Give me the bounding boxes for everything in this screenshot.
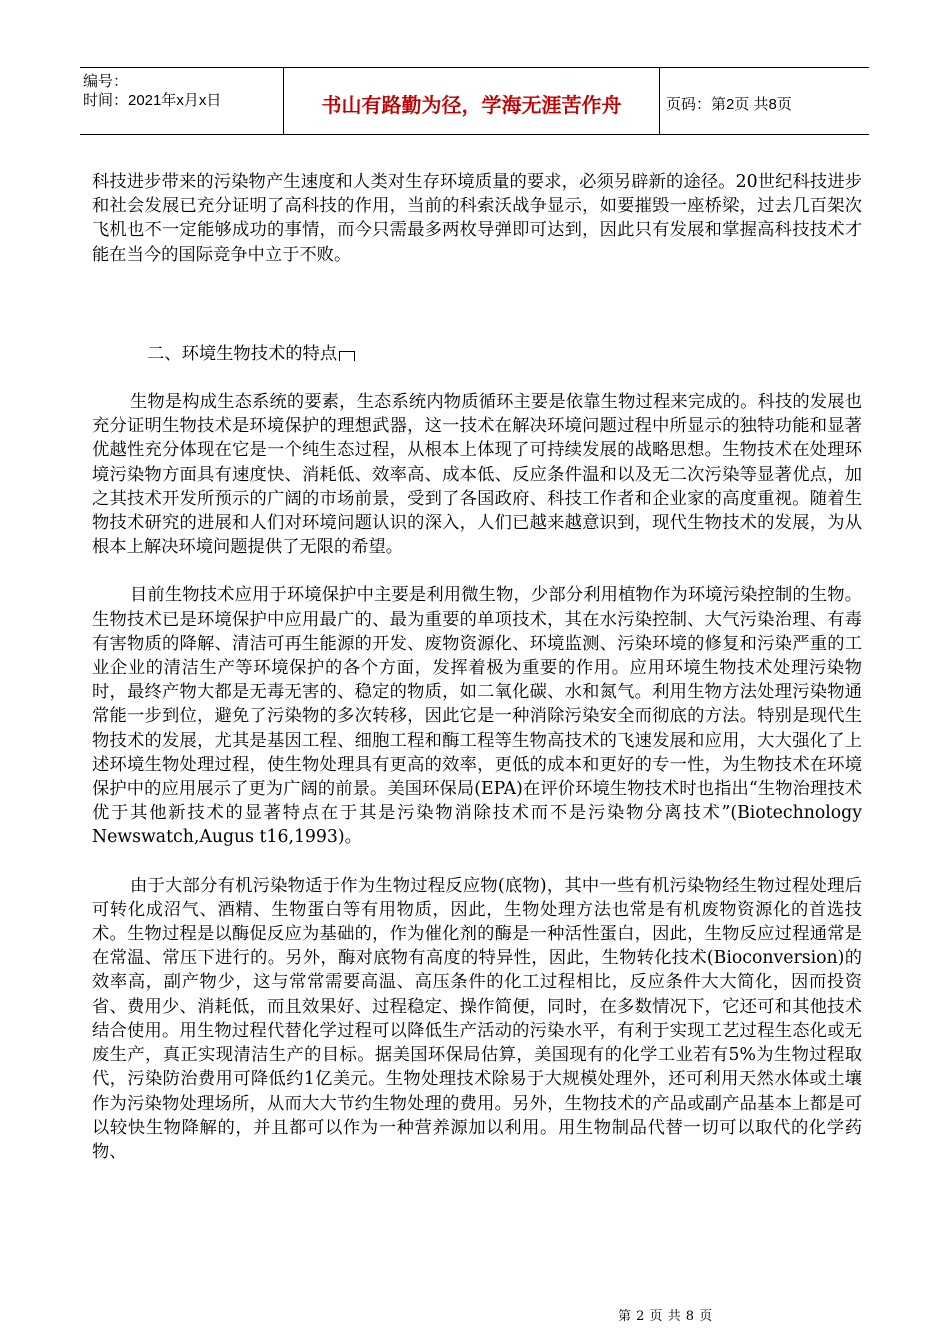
paragraph-2: 生物是构成生态系统的要素，生态系统内物质循环主要是依靠生物过程来完成的。科技的发展也充分证明生物技术是环境保护的理想武器，这一技术在解决环境问题过程中所显示的独特功能和显著优越性充分体现在它是一个纯生态过程，从根本上体现了可持续发展的战略思想。生物技术在处理环境污染物方面具有速度快、消耗低、效率高、成本低、反应条件温和以及无二次污染等显著优点，加之其技术开发所预示的广阔的市场前景，受到了各国政府、科技工作者和企业家的高度重视。随着生物技术研究的进展和人们对环境问题认识的深入，人们已越来越意识到，现代生物技术的发展，为从根本上解决环境问题提供了无限的希望。 [92, 392, 862, 558]
header-motto: 书山有路勤为径，学海无涯苦作舟 [321, 92, 622, 117]
header-page-cell [660, 68, 869, 134]
page-header [80, 67, 869, 135]
section-heading [92, 342, 862, 366]
document-date-label: 时间：2021年x月x日 [83, 92, 222, 109]
paragraph-4: 由于大部分有机污染物适于作为生物过程反应物(底物)，其中一些有机污染物经生物过程处理后可转化成沼气、酒精、生物蛋白等有用物质，因此，生物处理方法也常是有机废物资源化的首选技术。生物过程是以酶促反应为基础的，作为催化剂的酶是一种活性蛋白，因此，生物反应过程通常是在常温、常压下进行的。另外，酶对底物有高度的特异性，因此，生物转化技术(Bioconversion)的效率高，副产物少，这与常常需要高温、高压条件的化工过程相比，反应条件大大简化，因而投资省、费用少、消耗低，而且效果好、过程稳定、操作简便，同时，在多数情况下，它还可和其他技术结合使用。用生物过程代替化学过程可以降低生产活动的污染水平，有利于实现工艺过程生态化或无废生产，真正实现清洁生产的目标。据美国环保局估算，美国现有的化学工业若有5%为生物过程取代，污染防治费用可降低约1亿美元。生物处理技术除易于大规模处理外，还可利用天然水体或土壤作为污染物处理场所，从而大大节约生物处理的费用。另外，生物技术的产品或副产品基本上都是可以较快生物降解的，并且都可以作为一种营养源加以利用。用生物制品代替一切可以取代的化学药物、 [92, 875, 862, 1162]
edit-mark-icon [339, 351, 355, 361]
document-number-label: 编号： [83, 73, 129, 90]
document-body [92, 170, 862, 1164]
header-page-number: 页码：第2页 共8页 [666, 95, 792, 113]
section-heading-text: 二、环境生物技术的特点 [147, 343, 338, 364]
paragraph-1: 科技进步带来的污染物产生速度和人类对生存环境质量的要求，必须另辟新的途径。20世纪科技进步和社会发展已充分证明了高科技的作用，当前的科索沃战争显示，如要摧毁一座桥梁，过去几百架次飞机也不一定能够成功的事情，而今只需最多两枚导弹即可达到，因此只有发展和掌握高科技技术才能在当今的国际竞争中立于不败。 [92, 172, 862, 265]
header-motto-cell [284, 68, 660, 134]
paragraph-3: 目前生物技术应用于环境保护中主要是利用微生物，少部分利用植物作为环境污染控制的生物。生物技术已是环境保护中应用最广的、最为重要的单项技术，其在水污染控制、大气污染治理、有毒有害物质的降解、清洁可再生能源的开发、废物资源化、环境监测、污染环境的修复和污染严重的工业企业的清洁生产等环境保护的各个方面，发挥着极为重要的作用。应用环境生物技术处理污染物时，最终产物大都是无毒无害的、稳定的物质，如二氧化碳、水和氮气。利用生物方法处理污染物通常能一步到位，避免了污染物的多次转移，因此它是一种消除污染安全而彻底的方法。特别是现代生物技术的发展，尤其是基因工程、细胞工程和酶工程等生物高技术的飞速发展和应用，大大强化了上述环境生物处理过程，使生物处理具有更高的效率，更低的成本和更好的专一性，为生物技术在环境保护中的应用展示了更为广阔的前景。美国环保局(EPA)在评价环境生物技术时也指出“生物治理技术优于其他新技术的显著特点在于其是污染物消除技术而不是污染物分离技术”(Biotechnology Newswatch,Augus t16,1993)。 [92, 585, 862, 848]
header-meta-cell [80, 68, 284, 134]
page-footer: 第 2 页 共 8 页 [618, 1309, 713, 1324]
